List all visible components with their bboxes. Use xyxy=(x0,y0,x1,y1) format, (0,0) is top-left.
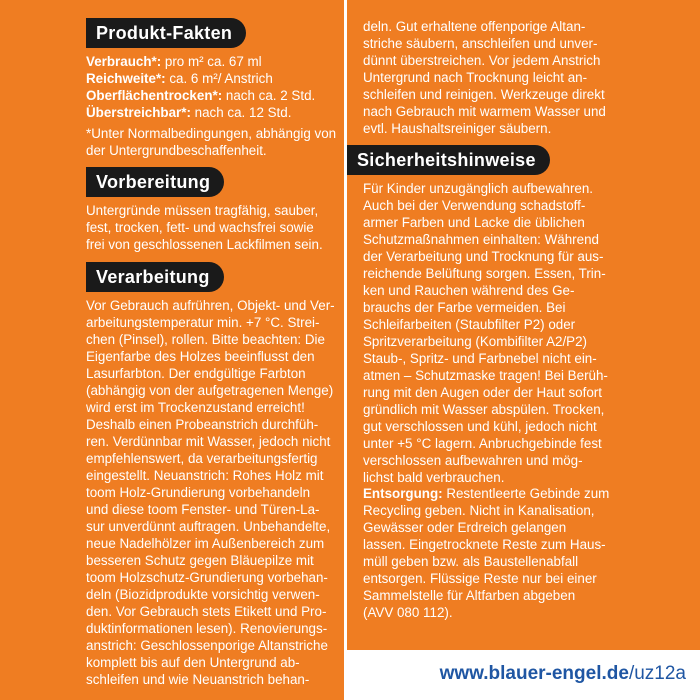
text-line: sur unverdünnt auftragen. Unbehandelte, xyxy=(86,519,331,534)
text-line: deln (Biozidprodukte vorsichtig verwen- xyxy=(86,587,320,602)
text-line: lassen. Eingetrocknete Reste zum Haus- xyxy=(363,537,606,552)
text-line: verschlossen aufbewahren und mög- xyxy=(363,453,583,468)
vorbereitung-heading: Vorbereitung xyxy=(86,167,224,197)
text-line: striche säubern, anschleifen und unver- xyxy=(363,36,598,51)
text-line: brauchs der Farbe vermeiden. Bei xyxy=(363,300,566,315)
text-line: Gewässer oder Erdreich gelangen xyxy=(363,520,567,535)
sicherheitshinweise-text xyxy=(363,180,608,486)
text-line: Auch bei der Verwendung schadstoff- xyxy=(363,198,586,213)
verarbeitung-heading: Verarbeitung xyxy=(86,262,224,292)
text-line: evtl. Haushaltsreiniger säubern. xyxy=(363,121,552,136)
fact-verbrauch: Verbrauch*: pro m² ca. 67 ml xyxy=(86,54,262,69)
text-line: ren. Verdünnbar mit Wasser, jedoch nicht xyxy=(86,434,331,449)
text-line: schleifen und reinigen. Werkzeuge direkt xyxy=(363,87,605,102)
text-line: Untergründe müssen tragfähig, sauber, xyxy=(86,203,319,218)
text-line: rung mit den Augen oder der Haut sofort xyxy=(363,385,602,400)
text-line: den. Vor Gebrauch stets Etikett und Pro- xyxy=(86,604,327,619)
verarbeitung-continued xyxy=(363,18,606,137)
text-line: müll geben bzw. als Baustellenabfall xyxy=(363,554,579,569)
text-line: dünnt überstreichen. Vor jedem Anstrich xyxy=(363,53,601,68)
text-line: komplett bis auf den Untergrund ab- xyxy=(86,655,300,670)
text-line: wird erst im Trockenzustand erreicht! xyxy=(86,400,305,415)
text-line: besseren Schutz gegen Bläuepilze mit xyxy=(86,553,314,568)
footer-bar xyxy=(347,650,700,700)
text-line: fest, trocken, fett- und wachsfrei sowie xyxy=(86,220,314,235)
text-line: der Verarbeitung und Trocknung für aus- xyxy=(363,249,604,264)
text-line: Lasurfarbton. Der endgültige Farbton xyxy=(86,366,306,381)
text-line: arbeitungstemperatur min. +7 °C. Strei- xyxy=(86,315,320,330)
fact-ueberstreichbar: Überstreichbar*: nach ca. 12 Std. xyxy=(86,105,292,120)
entsorgung-text xyxy=(363,485,609,621)
text-line: chen (Pinsel), rollen. Bitte beachten: Die xyxy=(86,332,325,347)
text-line: Recycling geben. Nicht in Kanalisation, xyxy=(363,503,595,518)
produkt-fakten-list xyxy=(86,53,315,121)
text-line: neue Nadelhölzer im Außenbereich zum xyxy=(86,536,325,551)
text-line: Untergrund nach Trocknung leicht an- xyxy=(363,70,588,85)
text-line: lichst bald verbrauchen. xyxy=(363,470,505,485)
footnote-line: *Unter Normalbedingungen, abhängig von xyxy=(86,126,337,141)
verarbeitung-text xyxy=(86,297,335,688)
text-line: Staub-, Spritz- und Farbnebel nicht ein- xyxy=(363,351,597,366)
text-line: nach Gebrauch mit warmem Wasser und xyxy=(363,104,606,119)
footnote-line: der Untergrundbeschaffenheit. xyxy=(86,143,267,158)
text-line: anstrich: Geschlossenporige Altanstriche xyxy=(86,638,328,653)
text-line: empfehlenswert, da verarbeitungsfertig xyxy=(86,451,318,466)
text-line: Spritzverarbeitung (Kombifilter A2/P2) xyxy=(363,334,588,349)
text-line: frei von geschlossenen Lackfilmen sein. xyxy=(86,237,323,252)
text-line: duktinformationen lesen). Renovierungs- xyxy=(86,621,328,636)
text-line: Deshalb einen Probeanstrich durchfüh- xyxy=(86,417,319,432)
text-line: Schutzmaßnahmen einhalten: Während xyxy=(363,232,599,247)
fact-oberflaechentrocken: Oberflächentrocken*: nach ca. 2 Std. xyxy=(86,88,316,103)
text-line: toom Holz-Grundierung vorbehandeln xyxy=(86,485,311,500)
text-line: gründlich mit Wasser abspülen. Trocken, xyxy=(363,402,605,417)
text-line: toom Holzschutz-Grundierung vorbehan- xyxy=(86,570,328,585)
text-line: atmen – Schutzmaske tragen! Bei Berüh- xyxy=(363,368,608,383)
text-line: deln. Gut erhaltene offenporige Altan- xyxy=(363,19,586,34)
text-line: reichende Belüftung sorgen. Essen, Trin- xyxy=(363,266,606,281)
text-line: armer Farben und Lacke die üblichen xyxy=(363,215,585,230)
blauer-engel-link[interactable]: www.blauer-engel.de/uz12a xyxy=(439,663,686,684)
text-line: (AVV 080 112). xyxy=(363,605,453,620)
produkt-fakten-heading: Produkt-Fakten xyxy=(86,18,246,48)
sicherheitshinweise-heading: Sicherheitshinweise xyxy=(347,145,550,175)
text-line: (abhängig von der aufgetragenen Menge) xyxy=(86,383,334,398)
text-line: Eigenfarbe des Holzes beeinflusst den xyxy=(86,349,315,364)
produkt-fakten-footnote xyxy=(86,125,336,159)
text-line: Vor Gebrauch aufrühren, Objekt- und Ver- xyxy=(86,298,335,313)
text-line: Schleifarbeiten (Staubfilter P2) oder xyxy=(363,317,576,332)
right-column xyxy=(347,0,700,700)
text-line: Für Kinder unzugänglich aufbewahren. xyxy=(363,181,594,196)
text-line: schleifen und wie Neuanstrich behan- xyxy=(86,672,310,687)
text-line: unter +5 °C lagern. Anbruchgebinde fest xyxy=(363,436,602,451)
text-line: ken und Rauchen während des Ge- xyxy=(363,283,575,298)
text-line: Sammelstelle für Altfarben abgeben xyxy=(363,588,576,603)
entsorgung-first-line: Entsorgung: Restentleerte Gebinde zum xyxy=(363,486,610,501)
fact-reichweite: Reichweite*: ca. 6 m²/ Anstrich xyxy=(86,71,273,86)
text-line: eingestellt. Neuanstrich: Rohes Holz mit xyxy=(86,468,324,483)
text-line: und diese toom Fenster- und Türen-La- xyxy=(86,502,320,517)
text-line: gut verschlossen und kühl, jedoch nicht xyxy=(363,419,597,434)
left-column xyxy=(0,0,344,700)
text-line: entsorgen. Flüssige Reste nur bei einer xyxy=(363,571,597,586)
vorbereitung-text xyxy=(86,202,323,253)
